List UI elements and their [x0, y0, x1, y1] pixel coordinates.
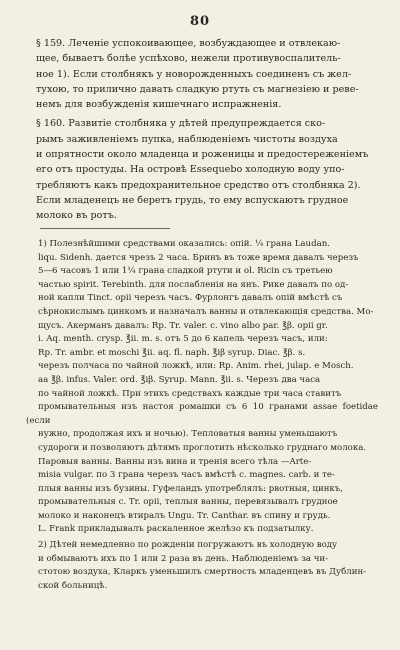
footnote-line: плыя ванны изъ бузины. Гуфеландъ употреблялъ: рвотныя, цинкъ,	[38, 483, 343, 494]
main-text	[26, 36, 378, 228]
text-line: немъ для возбужденія кишечнаго испражненія.	[36, 99, 282, 111]
footnote-1	[26, 238, 378, 537]
text-line: ное 1). Если столбнякъ у новорожденныхъ соединенъ съ жел-	[36, 68, 352, 80]
footnote-line: 2) Дѣтей немедленно по рожденіи погружаютъ въ холодную воду	[38, 540, 338, 551]
text-line: тухою, то прилично давать сладкую ртуть съ магнезіею и реве-	[36, 83, 359, 95]
footnote-line: промывательныя изъ настоя ромашки съ 6 10 гранами assae foetidae (если	[26, 402, 378, 426]
footnote-2	[26, 539, 378, 593]
footnote-line: i. Aq. menth. crysp. ℥ii. m. s. отъ 5 до 6 капель черезъ часъ, или:	[38, 334, 328, 345]
footnote-line: misia vulgar. по 3 грана черезъ часъ вмѣстѣ с. magnes. carb. и те-	[38, 470, 335, 481]
footnote-line: стотою воздуха, Кларкъ уменьшилъ смертность младенцевъ въ Дублин-	[38, 567, 367, 578]
paragraph-159	[26, 36, 378, 112]
text-line: § 160. Развитіе столбняка у дѣтей предупреждается ско-	[36, 118, 326, 130]
text-line: требляютъ какъ предохранительное средство отъ столбняка 2).	[36, 179, 361, 191]
footnote-line: 5—6 часовъ 1 или 1¼ грана сладкой ртути и ol. Ricin съ третьею	[38, 266, 333, 277]
text-line: и опрятности около младенца и роженицы и предостереженіемъ	[36, 149, 369, 161]
text-line: щее, бываетъ болѣе успѣхово, нежели противувоспалитель-	[36, 53, 341, 65]
text-line: молоко въ ротъ.	[36, 210, 117, 222]
page-number: 80	[189, 14, 211, 29]
footnote-line: ской больницѣ.	[38, 580, 108, 591]
footnote-line: ной капли Tinct. opii черезъ часъ. Фурлонгъ давалъ опій вмѣстѣ съ	[38, 293, 343, 304]
footnote-divider	[40, 228, 170, 229]
footnote-line: судороги и позволяютъ дѣтямъ проглотить нѣсколько груднаго молока.	[38, 442, 367, 453]
text-line: рымъ заживленіемъ пупка, наблюденіемъ чистоты воздуха	[36, 133, 338, 145]
footnote-line: промывательныя с. Tr. opii, теплыя ванны, перевязывалъ грудное	[38, 497, 338, 508]
footnote-line: Паровыя ванны. Ванны изъ вина и тренія всего тѣла —Arte-	[38, 456, 312, 467]
footnote-line: по чайной ложкѣ. При этихъ средствахъ каждые три часа ставитъ	[38, 388, 342, 399]
footnote-line: 1) Полезнѣйшими средствами оказались: опій. ¼ грана Laudan.	[38, 239, 330, 249]
footnote-line: и обмываютъ ихъ по 1 или 2 раза въ день. Наблюденіемъ за чи-	[38, 553, 329, 564]
footnote-line: молоко и наконецъ втиралъ Ungu. Tr. Canthar. въ спину и грудь.	[38, 510, 331, 521]
footnote-line: частью spirit. Terebinth. для послабленія на янъ. Рике давалъ по од-	[38, 279, 349, 290]
footnote-line: aa ℥β. infus. Valer. ord. ℥iβ. Syrup. Mann. ℥ii. s. Черезъ два часа	[38, 374, 321, 385]
text-line: § 159. Леченіе успокоивающее, возбуждающее и отвлекаю-	[36, 38, 341, 49]
footnote-line: нужно, продолжая ихъ и ночью). Тепловатыя ванны уменьшаютъ	[38, 429, 338, 440]
text-line: Если младенецъ не беретъ грудь, то ему вспускаютъ грудное	[36, 194, 349, 206]
footnote-line: Rp. Tr. ambr. et moschi ℥ii. aq. fl. naph. ℥iβ syrup. Diac. ℥β. s.	[38, 347, 306, 358]
paragraph-160	[26, 116, 378, 223]
footnote-line: черезъ полчаса по чайной ложкѣ, или: Rp. Anim. rhei, julap. e Mosch.	[38, 361, 354, 372]
footnote-line: щусъ. Акерманъ давалъ: Rp. Tr. valer. c. vino albo par. ℥β. opii gr.	[38, 320, 328, 331]
footnote-line: liqu. Sidenh. дается чрезъ 2 часа. Бринъ въ тоже время давалъ черезъ	[38, 252, 359, 263]
footnotes	[26, 238, 378, 595]
footnote-line: L. Frank прикладывалъ раскаленное желѣзо къ подзатылку.	[38, 524, 314, 535]
text-line: его отъ простуды. На островѣ Essequebo холодную воду упо-	[36, 164, 345, 176]
footnote-line: сѣрнокислымъ цинкомъ и назначалъ ванны и отвлекающія средства. Мо-	[38, 306, 374, 317]
